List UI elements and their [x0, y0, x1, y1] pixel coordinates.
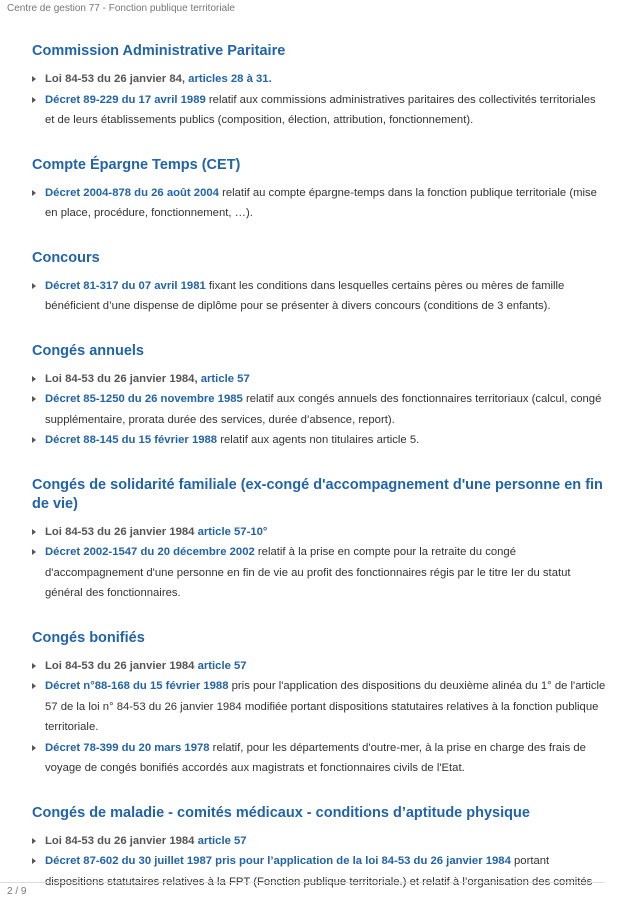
item-text: portant dispositions statutaires relatives à la FPT (Fonction publique territoriale.) et relatif à l’organisation des comités: [45, 855, 593, 888]
section-compte-epargne-temps: [32, 156, 607, 224]
decree-link[interactable]: Décret 87-602 du 30 juillet 1987 pris pour l’application de la loi 84-53 du 26 janvier 1984: [45, 855, 511, 867]
article-link[interactable]: articles 28 à 31.: [188, 73, 272, 85]
section-conges-bonifies: [32, 629, 607, 779]
section-heading: Commission Administrative Paritaire: [32, 43, 286, 59]
list-item: [32, 656, 607, 677]
decree-link[interactable]: Décret 2002-1547 du 20 décembre 2002: [45, 546, 255, 558]
decree-link[interactable]: Décret n°88-168 du 15 février 1988: [45, 680, 229, 692]
page-number: 2 / 9: [7, 886, 27, 897]
law-reference: Loi 84-53 du 26 janvier 1984,: [45, 372, 198, 385]
article-link[interactable]: article 57-10°: [197, 525, 268, 538]
item-text: relatif au compte épargne-temps dans la fonction publique territoriale (mise en place, procédure, fonctionnement, …).: [45, 186, 597, 219]
section-heading: Congés annuels: [32, 342, 144, 359]
list-item: [32, 90, 607, 131]
law-reference: Loi 84-53 du 26 janvier 1984: [45, 834, 195, 847]
reference-list: [32, 69, 607, 131]
bullet-arrow-icon: [32, 283, 36, 289]
item-text: fixant les conditions dans lesquelles certains pères ou mères de famille bénéficient d’une dispense de diplôme pour se présenter à divers concours (conditions de 3 enfants).: [45, 279, 565, 312]
list-item: [32, 369, 607, 390]
law-reference: Loi 84-53 du 26 janvier 84,: [45, 73, 186, 85]
document-content: [32, 42, 607, 917]
bullet-arrow-icon: [32, 549, 36, 555]
list-item: [32, 851, 607, 892]
section-conges-maladie: [32, 804, 607, 893]
list-item: [32, 69, 607, 90]
bullet-arrow-icon: [32, 858, 36, 864]
section-commission-administrative-paritaire: [32, 42, 607, 131]
decree-link[interactable]: Décret 89-229 du 17 avril 1989: [45, 93, 206, 106]
decree-link[interactable]: Décret 2004-878 du 26 août 2004: [45, 186, 219, 199]
item-text: relatif aux agents non titulaires article 5.: [217, 434, 420, 446]
list-item: [32, 676, 607, 738]
law-reference: Loi 84-53 du 26 janvier 1984: [45, 659, 195, 672]
bullet-arrow-icon: [32, 396, 36, 402]
list-item: [32, 430, 607, 451]
section-heading: Compte Épargne Temps (CET): [32, 156, 241, 173]
law-reference: Loi 84-53 du 26 janvier 1984: [45, 525, 195, 538]
decree-link[interactable]: Décret 88-145 du 15 février 1988: [45, 434, 218, 446]
list-item: [32, 183, 607, 224]
list-item: [32, 522, 607, 543]
section-conges-solidarite-familiale: [32, 476, 607, 604]
article-link[interactable]: article 57: [197, 659, 247, 672]
section-conges-annuels: [32, 342, 607, 451]
section-heading: Congés de maladie - comités médicaux - conditions d’aptitude physique: [32, 804, 530, 821]
bullet-arrow-icon: [32, 190, 36, 196]
list-item: [32, 738, 607, 779]
list-item: [32, 831, 607, 852]
item-text: relatif aux commissions administratives paritaires des collectivités territoriales et de leurs établissements publics (composition, élection, attribution, fonctionnement).: [45, 93, 596, 126]
article-link[interactable]: article 57: [200, 372, 250, 385]
section-heading: Concours: [32, 249, 100, 266]
bullet-arrow-icon: [32, 97, 36, 103]
article-link[interactable]: article 57: [197, 834, 247, 847]
reference-list: [32, 522, 607, 604]
bullet-arrow-icon: [32, 529, 36, 535]
footer-divider: [0, 882, 605, 883]
item-text: relatif à la prise en compte pour la retraite du congé d'accompagnement d'une personne en fin de vie au profit des fonctionnaires régis par le titre Ier du statut général des fonctionnaires.: [45, 546, 571, 599]
list-item: [32, 389, 607, 430]
list-item: [32, 276, 607, 317]
reference-list: [32, 656, 607, 779]
bullet-arrow-icon: [32, 437, 36, 443]
reference-list: [32, 276, 607, 317]
reference-list: [32, 183, 607, 224]
decree-link[interactable]: Décret 85-1250 du 26 novembre 1985: [45, 393, 243, 405]
bullet-arrow-icon: [32, 376, 36, 382]
decree-link[interactable]: Décret 78-399 du 20 mars 1978: [45, 741, 210, 754]
page-header-title: Centre de gestion 77 - Fonction publique territoriale: [7, 3, 235, 14]
list-item: [32, 542, 607, 604]
section-concours: [32, 249, 607, 317]
bullet-arrow-icon: [32, 76, 36, 82]
item-text: relatif aux congés annuels des fonctionnaires territoriaux (calcul, congé supplémentaire, prorata durée des services, durée d’absence, report).: [45, 393, 602, 426]
item-text: relatif, pour les départements d'outre-mer, à la prise en charge des frais de voyage de congés bonifiés accordés aux magistrats et fonctionnaires civils de l'Etat.: [45, 741, 586, 774]
reference-list: [32, 369, 607, 451]
bullet-arrow-icon: [32, 745, 36, 751]
bullet-arrow-icon: [32, 683, 36, 689]
bullet-arrow-icon: [32, 838, 36, 844]
section-heading: Congés de solidarité familiale (ex-congé d'accompagnement d'une personne en fin de vie): [32, 476, 603, 512]
decree-link[interactable]: Décret 81-317 du 07 avril 1981: [45, 279, 206, 292]
bullet-arrow-icon: [32, 663, 36, 669]
item-text: pris pour l'application des dispositions du deuxième alinéa du 1° de l'article 57 de la loi n° 84-53 du 26 janvier 1984 modifiée portant dispositions statutaires relatives à la fonction publique territoriale.: [45, 680, 606, 733]
section-heading: Congés bonifiés: [32, 629, 145, 646]
